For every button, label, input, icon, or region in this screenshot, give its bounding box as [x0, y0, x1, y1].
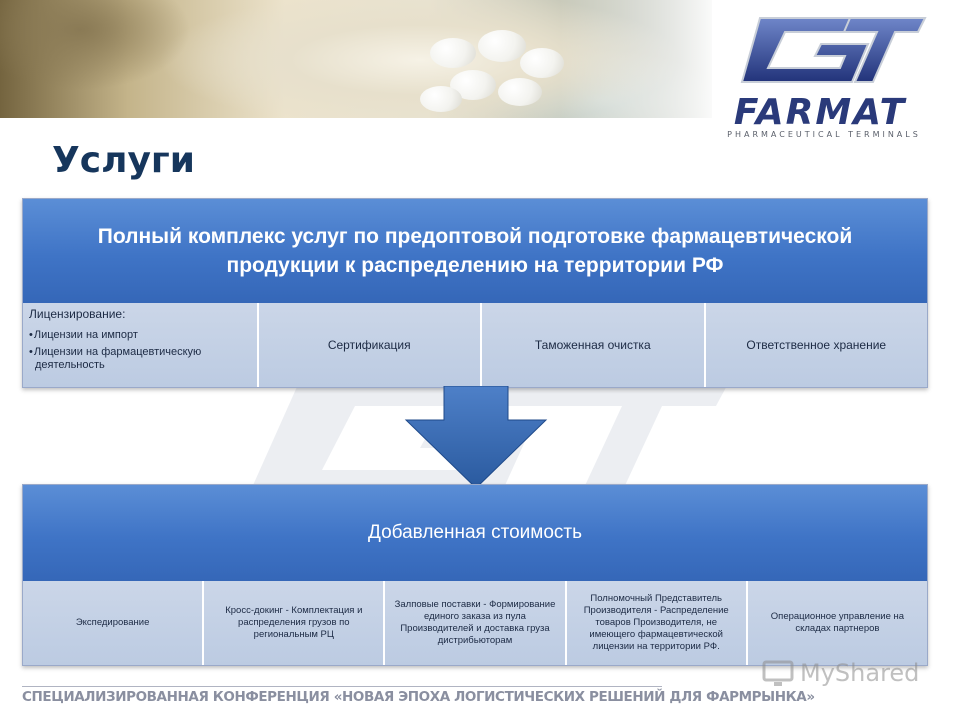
farmat-logo — [690, 10, 950, 139]
licensing-title: Лицензирование: — [29, 307, 126, 321]
value-added-block — [22, 484, 928, 666]
representative-cell: Полномочный Представитель Производителя - Распределение товаров Производителя, не имеющего фармацевтической лицензии на территории РФ. — [567, 581, 748, 665]
logo-wordmark: FARMAT — [733, 92, 907, 133]
licensing-cell — [23, 303, 259, 387]
list-item: • Лицензии на импорт — [29, 329, 251, 342]
myshared-watermark — [762, 656, 942, 690]
services-cells — [23, 303, 927, 387]
logo-tagline: PHARMACEUTICAL TERMINALS — [727, 130, 921, 139]
licensing-list — [29, 329, 251, 372]
services-header: Полный комплекс услуг по предоптовой подготовке фармацевтической продукции к распределению на территории РФ — [23, 199, 927, 303]
bulk-deliveries-cell: Залповые поставки - Формирование единого заказа из пула Производителей и доставка груза дистрибьюторам — [385, 581, 566, 665]
storage-cell: Ответственное хранение — [706, 303, 928, 387]
warehouse-management-cell: Операционное управление на складах партнеров — [748, 581, 927, 665]
list-item: • Лицензии на фармацевтическую деятельность — [29, 346, 251, 372]
value-added-cells — [23, 581, 927, 665]
farmat-emblem-icon — [690, 10, 950, 100]
page-title: Услуги — [52, 140, 195, 181]
conference-footer: СПЕЦИАЛИЗИРОВАННАЯ КОНФЕРЕНЦИЯ «НОВАЯ ЭПОХА ЛОГИСТИЧЕСКИХ РЕШЕНИЙ ДЛЯ ФАРМРЫНКА» — [22, 686, 662, 705]
services-block — [22, 198, 928, 388]
myshared-label: MyShared — [800, 659, 920, 687]
forwarding-cell: Экспедирование — [23, 581, 204, 665]
down-arrow-icon — [404, 386, 548, 490]
monitor-icon — [762, 658, 794, 688]
value-added-header: Добавленная стоимость — [23, 485, 927, 581]
certification-cell: Сертификация — [259, 303, 483, 387]
customs-cell: Таможенная очистка — [482, 303, 706, 387]
cross-docking-cell: Кросс-докинг - Комплектация и распределения грузов по региональным РЦ — [204, 581, 385, 665]
